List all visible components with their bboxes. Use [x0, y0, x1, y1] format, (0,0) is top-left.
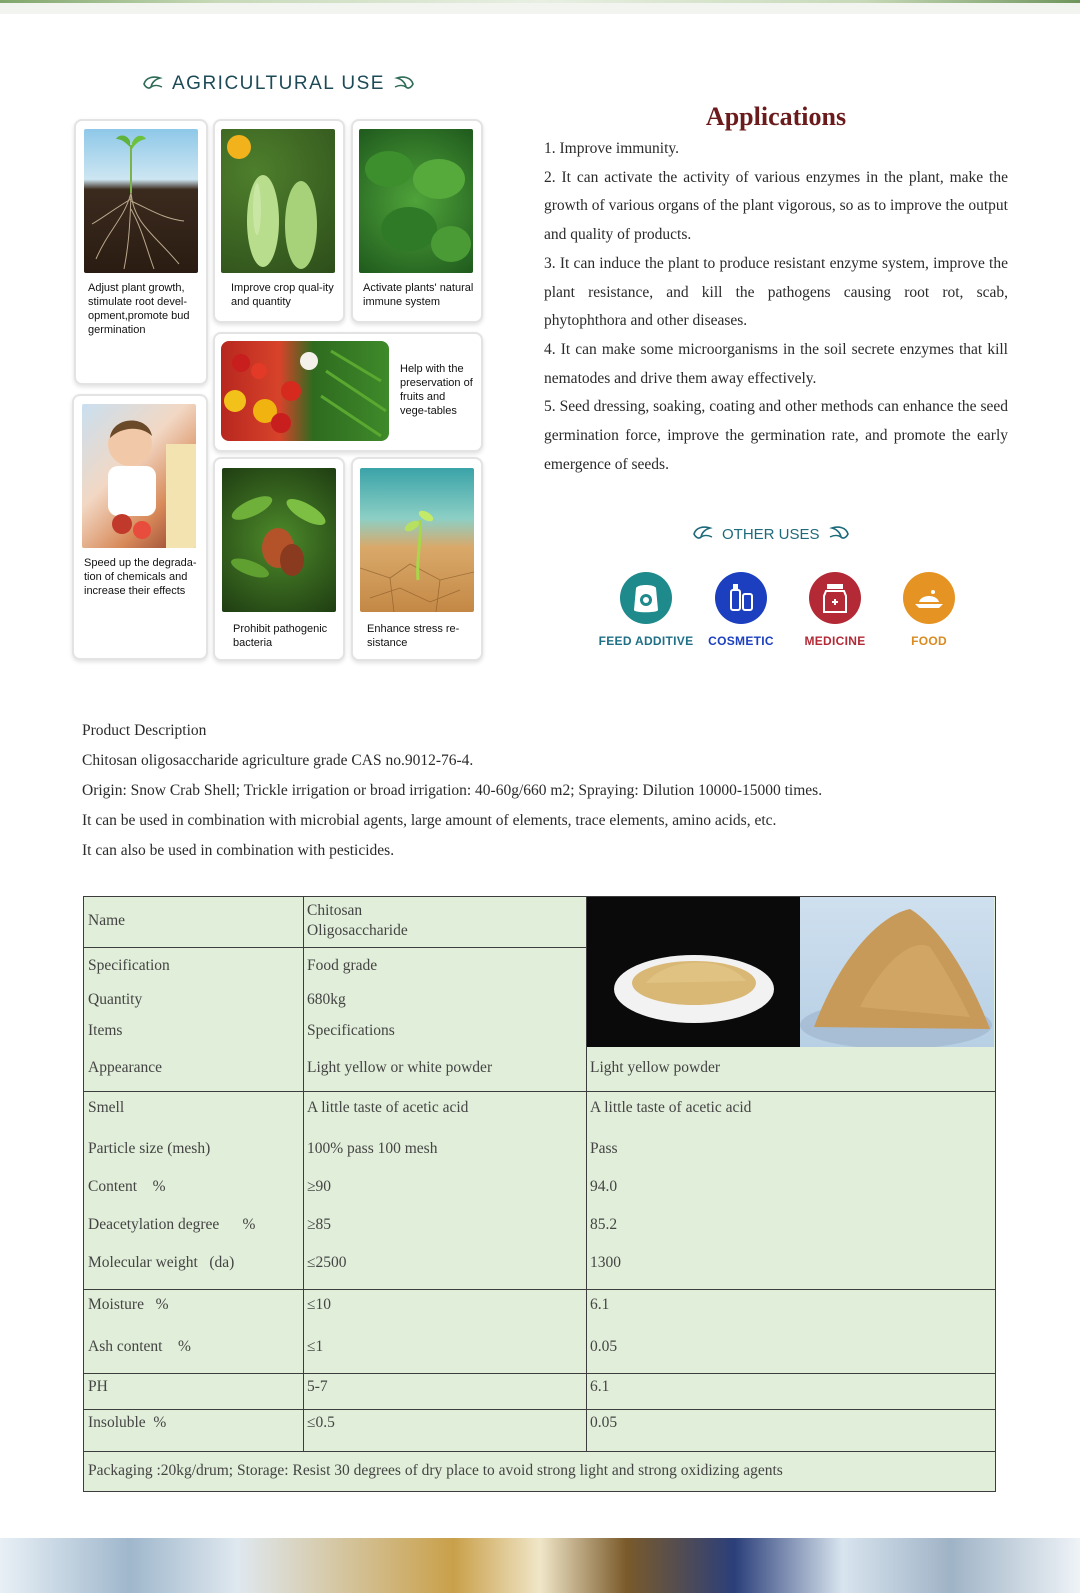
use-label: COSMETIC [708, 634, 774, 648]
root-growth-photo [84, 129, 198, 273]
spec-value: 5-7 [307, 1378, 328, 1395]
applications-list [544, 135, 1008, 479]
spec-result: 1300 [590, 1254, 621, 1271]
medicine-bottle-icon [809, 572, 861, 624]
spec-label: Content % [88, 1178, 166, 1195]
description-line: It can also be used in combination with pesticides. [82, 842, 395, 859]
card-immune-system [351, 119, 483, 323]
use-label: FEED ADDITIVE [598, 634, 694, 648]
spec-value: ≤1 [307, 1338, 324, 1355]
bottom-banner-strip [0, 1538, 1080, 1593]
other-uses-title: OTHER USES [722, 525, 820, 543]
spec-result: Light yellow powder [590, 1059, 721, 1076]
description-line: Chitosan oligosaccharide agriculture grade CAS no.9012-76-4. [82, 752, 474, 769]
spec-label: Specification [88, 957, 170, 974]
spec-label: PH [88, 1378, 108, 1395]
card-root-growth [74, 119, 208, 385]
leaf-icon [828, 525, 850, 543]
leaf-icon [393, 75, 415, 93]
description-line: Origin: Snow Crab Shell; Trickle irrigation or broad irrigation: 40-60g/660 m2; Spraying: Dilution 10000-15000 times. [82, 782, 823, 799]
spec-result: 94.0 [590, 1178, 618, 1195]
spec-label: Name [88, 912, 126, 929]
food-plate-icon [903, 572, 955, 624]
card-caption: Enhance stress re-sistance [367, 623, 460, 649]
application-item: 2. It can activate the activity of various enzymes in the plant, make the growth of various organs of the plant vigorous, so as to improve the output and quality of products. [544, 168, 1008, 244]
application-item: 4. It can make some microorganisms in the soil secrete enzymes that kill nematodes and drive them away effectively. [544, 340, 1008, 387]
spec-label: Insoluble % [88, 1414, 167, 1431]
spec-value: Chitosan Oligosaccharide [307, 902, 408, 939]
card-crop-quality [213, 119, 345, 323]
spec-label: Ash content % [88, 1338, 191, 1355]
spec-label: Quantity [88, 991, 143, 1008]
spec-value: 100% pass 100 mesh [307, 1140, 438, 1157]
spec-label: Moisture % [88, 1296, 169, 1313]
description-line: It can be used in combination with microbial agents, large amount of elements, trace elements, amino acids, etc. [82, 812, 777, 829]
spec-result: 6.1 [590, 1378, 610, 1395]
spec-value: Specifications [307, 1022, 395, 1039]
spec-label: Appearance [88, 1059, 163, 1076]
spec-value: ≤10 [307, 1296, 332, 1313]
use-food [874, 572, 984, 648]
zucchini-photo [221, 129, 335, 273]
card-caption: Improve crop qual-ity and quantity [231, 282, 334, 308]
leaf-icon [142, 75, 164, 93]
spec-result: 0.05 [590, 1414, 618, 1431]
spec-value: Light yellow or white powder [307, 1059, 493, 1076]
card-fruit-preservation [213, 332, 483, 452]
leaf-icon [692, 525, 714, 543]
top-banner-strip [0, 0, 1080, 14]
specification-table [83, 896, 996, 1492]
spec-result: Pass [590, 1140, 618, 1157]
spec-result: 6.1 [590, 1296, 610, 1313]
spec-value: ≤0.5 [307, 1414, 335, 1431]
packaging-note: Packaging :20kg/drum; Storage: Resist 30 degrees of dry place to avoid strong light and strong oxidizing agents [88, 1462, 783, 1479]
cosmetic-bottles-icon [715, 572, 767, 624]
spec-value: A little taste of acetic acid [307, 1099, 469, 1116]
card-caption: Prohibit pathogenic bacteria [233, 623, 328, 649]
card-caption: Speed up the degrada-tion of chemicals and increase their effects [84, 557, 197, 597]
spec-value: ≥90 [307, 1178, 332, 1195]
spec-result: 85.2 [590, 1216, 618, 1233]
application-item: 1. Improve immunity. [544, 140, 680, 157]
diseased-plant-photo [222, 468, 336, 612]
spec-label: Items [88, 1022, 123, 1039]
card-stress-resistance [351, 457, 483, 661]
child-fruit-photo [82, 404, 196, 548]
use-label: FOOD [911, 634, 947, 648]
use-label: MEDICINE [804, 634, 866, 648]
spec-label: Smell [88, 1099, 125, 1116]
spec-result: 0.05 [590, 1338, 618, 1355]
spec-value: ≤2500 [307, 1254, 347, 1271]
agricultural-use-title: AGRICULTURAL USE [172, 73, 385, 94]
other-uses-header [692, 522, 872, 546]
application-item: 5. Seed dressing, soaking, coating and other methods can enhance the seed germination force, improve the germination rate, and promote the early emergence of seeds. [544, 398, 1008, 473]
feed-bag-icon [620, 572, 672, 624]
card-chemical-degradation [72, 394, 208, 660]
card-pathogenic-bacteria [213, 457, 345, 661]
spec-label: Deacetylation degree % [88, 1216, 256, 1233]
spec-label: Particle size (mesh) [88, 1140, 211, 1157]
spec-value: 680kg [307, 991, 346, 1008]
powder-pile-photo [800, 897, 994, 1047]
description-line: Product Description [82, 722, 207, 739]
spec-value: Food grade [307, 957, 378, 974]
sprout-desert-photo [360, 468, 474, 612]
powder-plate-photo [586, 897, 800, 1047]
spinach-photo [359, 129, 473, 273]
card-caption: Adjust plant growth, stimulate root devel-opment,promote bud germination [88, 282, 190, 336]
spec-value: ≥85 [307, 1216, 332, 1233]
product-description [82, 716, 1042, 866]
agricultural-use-header [142, 70, 422, 98]
application-item: 3. It can induce the plant to produce resistant enzyme system, improve the plant resistance, and kill the pathogens causing root rot, scab, phytophthora and other diseases. [544, 254, 1008, 330]
spec-result: A little taste of acetic acid [590, 1099, 752, 1116]
applications-title: Applications [705, 102, 847, 131]
card-caption: Help with the preservation of fruits and vege-tables [400, 363, 473, 417]
use-feed-additive [591, 572, 701, 648]
card-caption: Activate plants' natural immune system [363, 282, 474, 308]
spec-label: Molecular weight (da) [88, 1254, 235, 1271]
fruits-vegetables-photo [221, 341, 389, 441]
